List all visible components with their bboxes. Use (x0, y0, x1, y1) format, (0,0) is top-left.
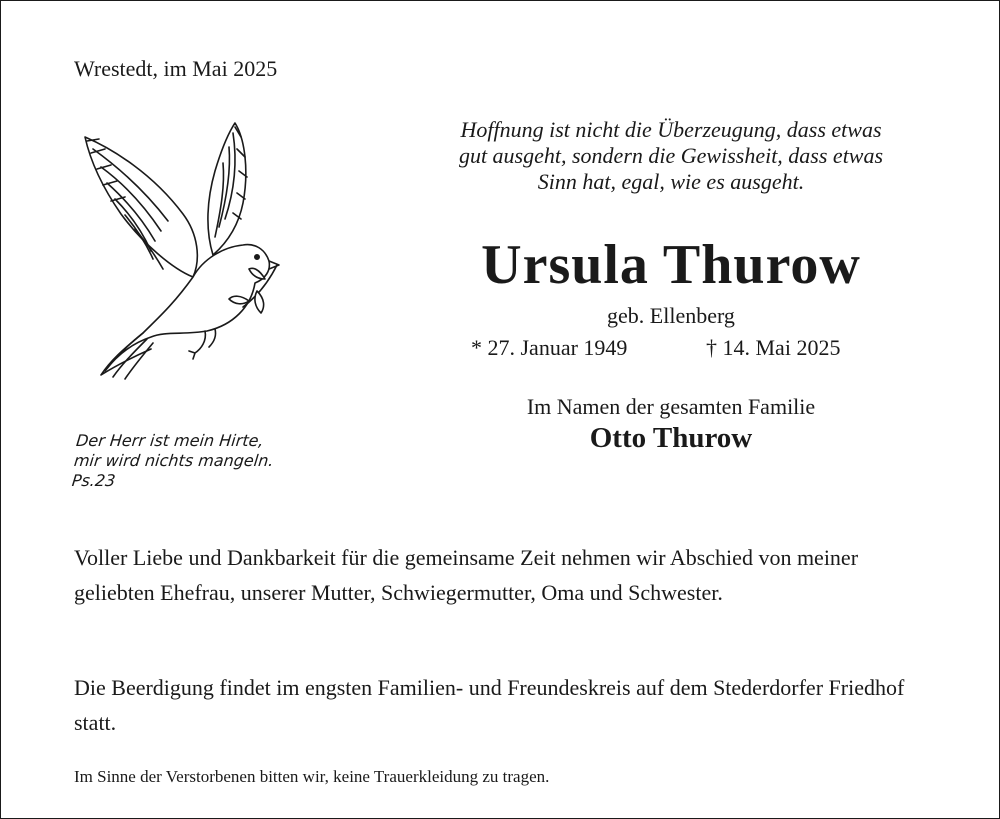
deceased-name: Ursula Thurow (481, 234, 861, 296)
psalm-line: Der Herr ist mein Hirte, (75, 431, 265, 450)
dove-with-olive-branch-icon (73, 119, 283, 381)
psalm-reference: Ps.23 (70, 471, 117, 490)
quote-line: Hoffnung ist nicht die Überzeugung, dass etwas (460, 117, 882, 142)
family-intro: Im Namen der gesamten Familie (526, 394, 816, 419)
family-name: Otto Thurow (589, 422, 753, 454)
maiden-name: geb. Ellenberg (607, 303, 735, 328)
dress-code-note: Im Sinne der Verstorbenen bitten wir, keine Trauerkleidung zu tragen. (74, 767, 550, 786)
farewell-paragraph: Voller Liebe und Dankbarkeit für die gemeinsame Zeit nehmen wir Abschied von meiner geliebten Ehefrau, unserer Mutter, Schwiegermutter, Oma und Schwester. (74, 545, 859, 605)
quote (396, 117, 946, 195)
quote-line: gut ausgeht, sondern die Gewissheit, dass etwas (458, 143, 884, 168)
funeral-info-paragraph: Die Beerdigung findet im engsten Familien- und Freundeskreis auf dem Stederdorfer Friedhof statt. (74, 675, 905, 735)
quote-line: Sinn hat, egal, wie es ausgeht. (537, 169, 805, 194)
psalm-line: mir wird nichts mangeln. (73, 451, 275, 470)
psalm-verse (71, 431, 347, 491)
death-date: † 14. Mai 2025 (706, 335, 841, 360)
birth-date: * 27. Januar 1949 (471, 335, 628, 360)
place-date: Wrestedt, im Mai 2025 (74, 56, 278, 81)
